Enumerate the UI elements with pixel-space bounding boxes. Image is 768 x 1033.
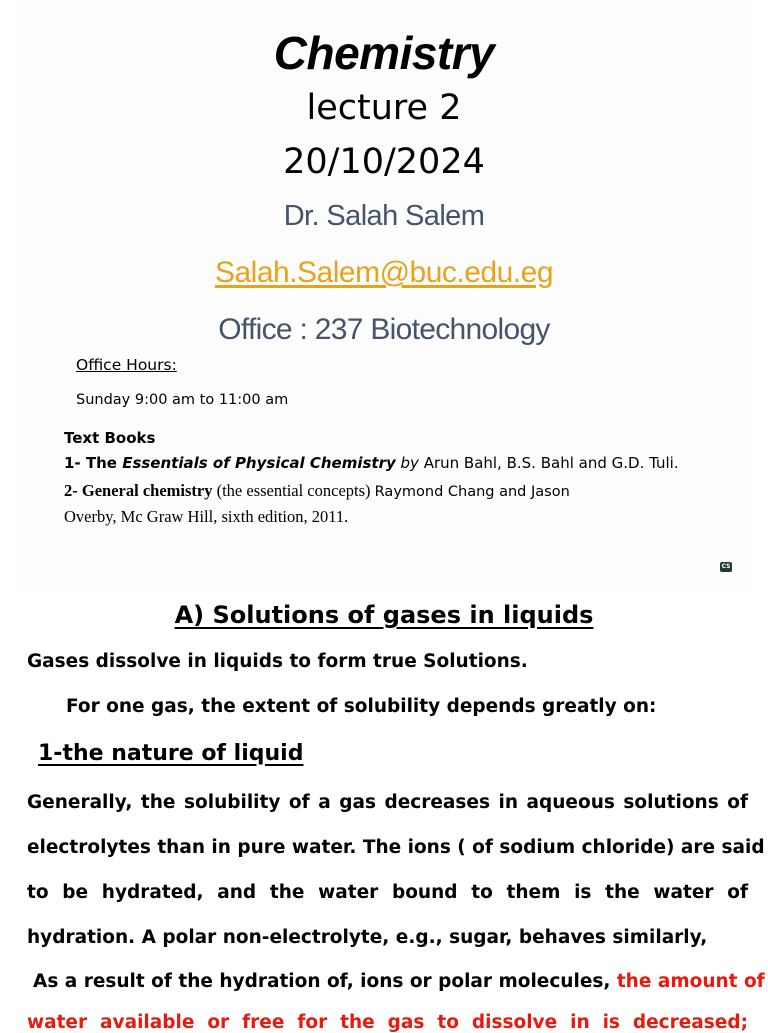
book1-number: 1- The: [64, 454, 123, 472]
book1-by: by: [395, 454, 419, 472]
book-reference-2: [64, 481, 570, 501]
paragraph-line-2: electrolytes than in pure water. The ions ( of sodium chloride) are said: [27, 837, 765, 858]
book2-title: General chemistry: [81, 481, 213, 500]
text-books-heading: Text Books: [64, 429, 156, 447]
subsection-heading: 1-the nature of liquid: [38, 741, 304, 766]
paragraph-line-3: to be hydrated, and the water bound to them is the water of: [27, 882, 748, 903]
paragraph-line-6: water available or free for the gas to dissolve in is decreased;: [27, 1012, 748, 1033]
lecture-date: 20/10/2024: [283, 142, 485, 182]
office-hours-label: Office Hours:: [76, 356, 177, 374]
paragraph-line-1: Generally, the solubility of a gas decreases in aqueous solutions of: [27, 792, 748, 813]
paragraph-line-5-text: As a result of the hydration of, ions or polar molecules,: [33, 971, 617, 992]
office-location: Office : 237 Biotechnology: [218, 313, 550, 346]
book1-authors: Arun Bahl, B.S. Bahl and G.D. Tuli.: [418, 454, 679, 472]
book2-authors: Raymond Chang and Jason: [374, 484, 570, 500]
book1-title: Essentials of Physical Chemistry: [122, 454, 396, 472]
section-heading-text: A) Solutions of gases in liquids: [174, 601, 594, 629]
section-heading: [0, 601, 768, 629]
paragraph-line-4: hydration. A polar non-electrolyte, e.g., sugar, behaves similarly,: [27, 927, 708, 948]
office-hours-value: Sunday 9:00 am to 11:00 am: [76, 392, 289, 408]
paragraph-line-5: [33, 971, 765, 992]
page-title: Chemistry: [273, 27, 495, 79]
intro-line-2: For one gas, the extent of solubility depends greatly on:: [66, 696, 657, 717]
book2-number: 2-: [64, 481, 82, 500]
book2-subtitle: (the essential concepts): [212, 481, 375, 500]
camscanner-logo: CS: [721, 563, 731, 570]
instructor-name: Dr. Salah Salem: [283, 200, 485, 232]
highlighted-text: the amount of: [616, 971, 765, 992]
intro-line-1: Gases dissolve in liquids to form true Solutions.: [27, 651, 528, 672]
book2-continuation: Overby, Mc Graw Hill, sixth edition, 2011.: [64, 507, 349, 526]
book-reference-1: [64, 454, 679, 472]
instructor-email-link[interactable]: Salah.Salem@buc.edu.eg: [214, 256, 553, 289]
lecture-number: lecture 2: [306, 88, 462, 128]
